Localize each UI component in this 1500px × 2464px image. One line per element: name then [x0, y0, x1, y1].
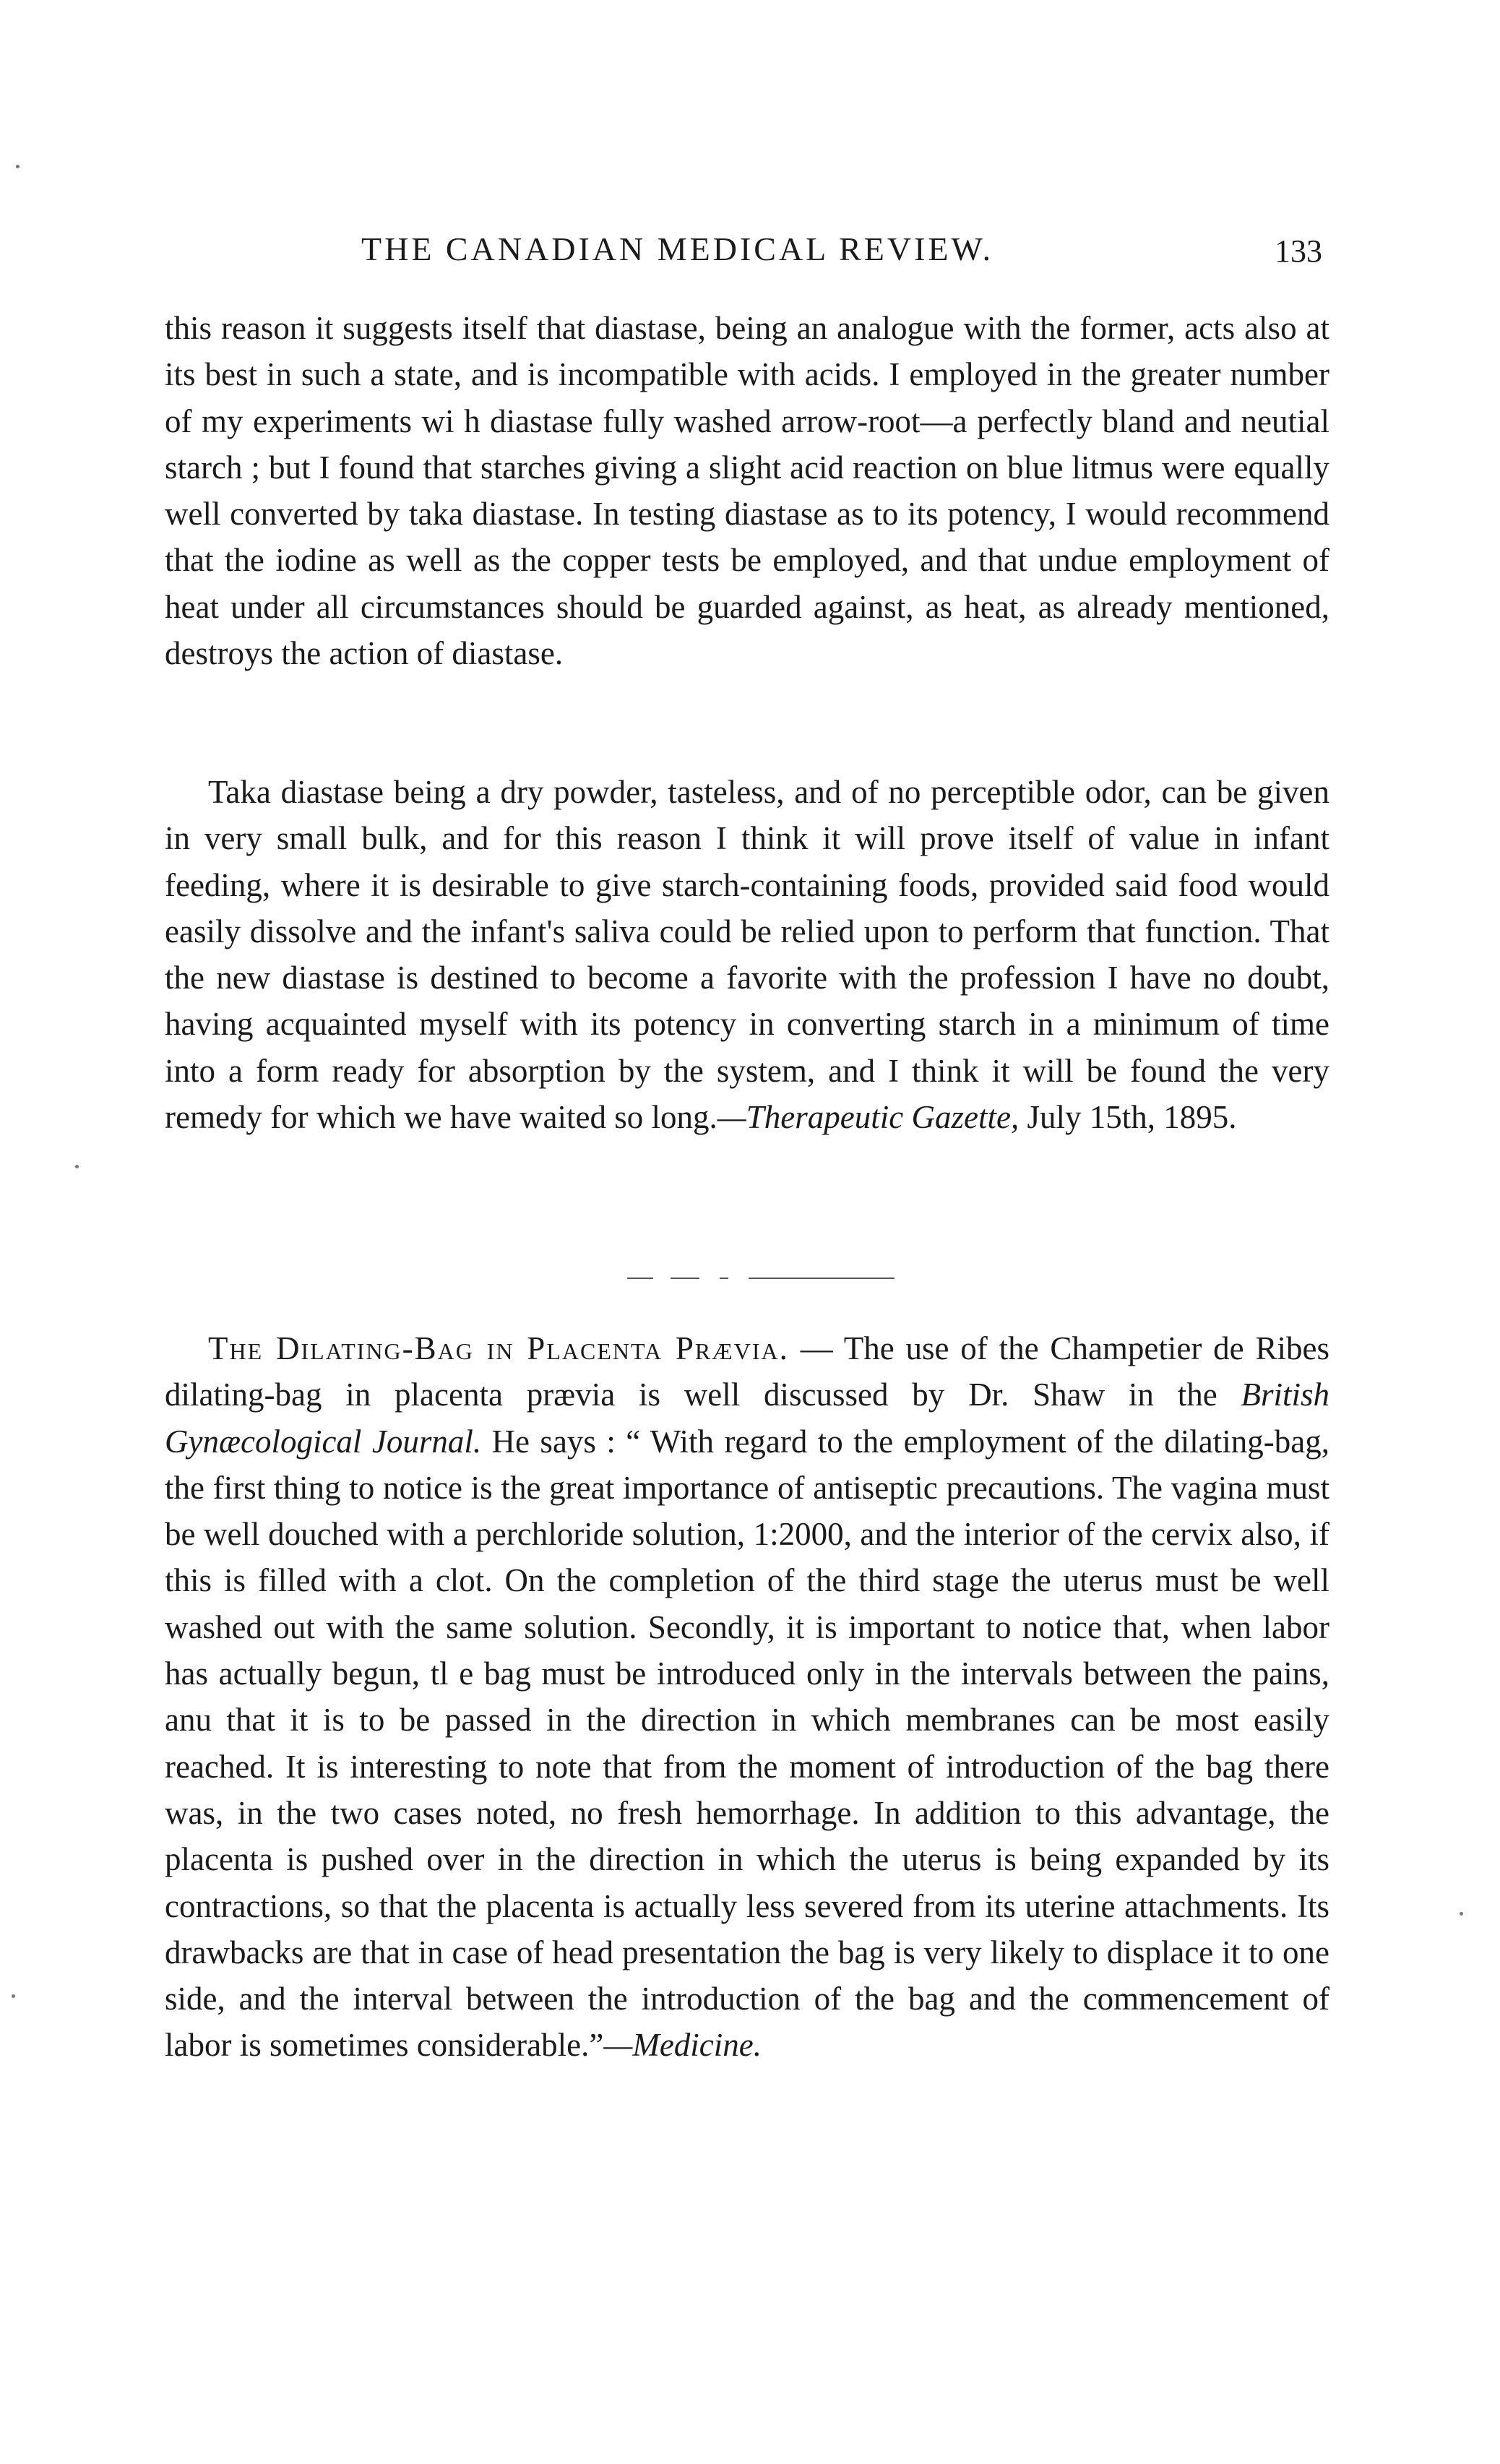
page-number: 133 [1275, 233, 1322, 269]
diastase-paragraph-continued [165, 305, 1329, 676]
scan-speck [1460, 1912, 1463, 1916]
article-body: He says : “ With regard to the employment of the dilating-bag, the first thing to notice is the great importance of antiseptic precautions. The vagina must be well douched with a perchloride solution, 1:2000, and the interior of the cervix also, if this is filled with a clot. On the completion of the third stage the uterus must be well washed out with the same solution. Secondly, it is important to notice that, when labor has actually begun, tl e bag must be introduced only in the intervals between the pains, anu that it is to be passed in the direction in which membranes can be most easily reached. It is interesting to note that from the moment of introduction of the bag there was, in the two cases noted, no fresh hemorrhage. In addition to this advantage, the placenta is pushed over in the direction in which the uterus is being expanded by its contractions, so that the placenta is actually less severed from its uterine attachments. Its drawbacks are that in case of head presentation the bag is very likely to displace it to one side, and the interval between the introduction of the bag and the commencement of labor is sometimes considerable.” [165, 1423, 1329, 2064]
dilating-bag-article [165, 1325, 1329, 2069]
taka-diastase-paragraph [165, 769, 1329, 1140]
running-title: THE CANADIAN MEDICAL REVIEW. [361, 231, 994, 267]
paragraph-text: Taka diastase being a dry powder, tasteless, and of no perceptible odor, can be given in very small bulk, and for this reason I think it will prove itself of value in infant feeding, where it is desirable to give starch-containing foods, provided said food would easily dissolve and the infant's saliva could be relied upon to perform that function. That the new diastase is destined to become a favorite with the profession I have no doubt, having acquainted myself with its potency in converting starch in a minimum of time into a form ready for absorption by the system, and I think it will be found the very remedy for which we have waited so long. [165, 774, 1329, 1136]
journal-title: British Gynæcological Journal. [165, 1377, 1329, 1460]
citation-source: —Therapeutic Gazette, [717, 1099, 1020, 1136]
running-head [166, 230, 1322, 280]
scan-speck [75, 1165, 79, 1168]
citation-date: July 15th, 1895. [1019, 1099, 1237, 1136]
section-divider [627, 1276, 895, 1280]
article-heading: The Dilating-Bag in Placenta Prævia. [208, 1330, 789, 1366]
scan-speck [12, 1994, 15, 1998]
paragraph-text: this reason it suggests itself that diastase, being an analogue with the former, acts also at its best in such a state, and is incompatible with acids. I employed in the greater number of my experiments wi h diastase fully washed arrow-root—a perfectly bland and neutial starch ; but I found that starches giving a slight acid reaction on blue litmus were equally well converted by taka diastase. In testing diastase as to its potency, I would recommend that the iodine as well as the copper tests be employed, and that undue employment of heat under all circumstances should be guarded against, as heat, as already mentioned, destroys the action of diastase. [165, 310, 1329, 672]
scan-speck [16, 165, 20, 168]
article-source: —Medicine. [603, 2027, 762, 2064]
article-intro: — The use of the Champetier de Ribes dilating-bag in placenta prævia is well discussed by Dr. Shaw in the [165, 1330, 1329, 1413]
